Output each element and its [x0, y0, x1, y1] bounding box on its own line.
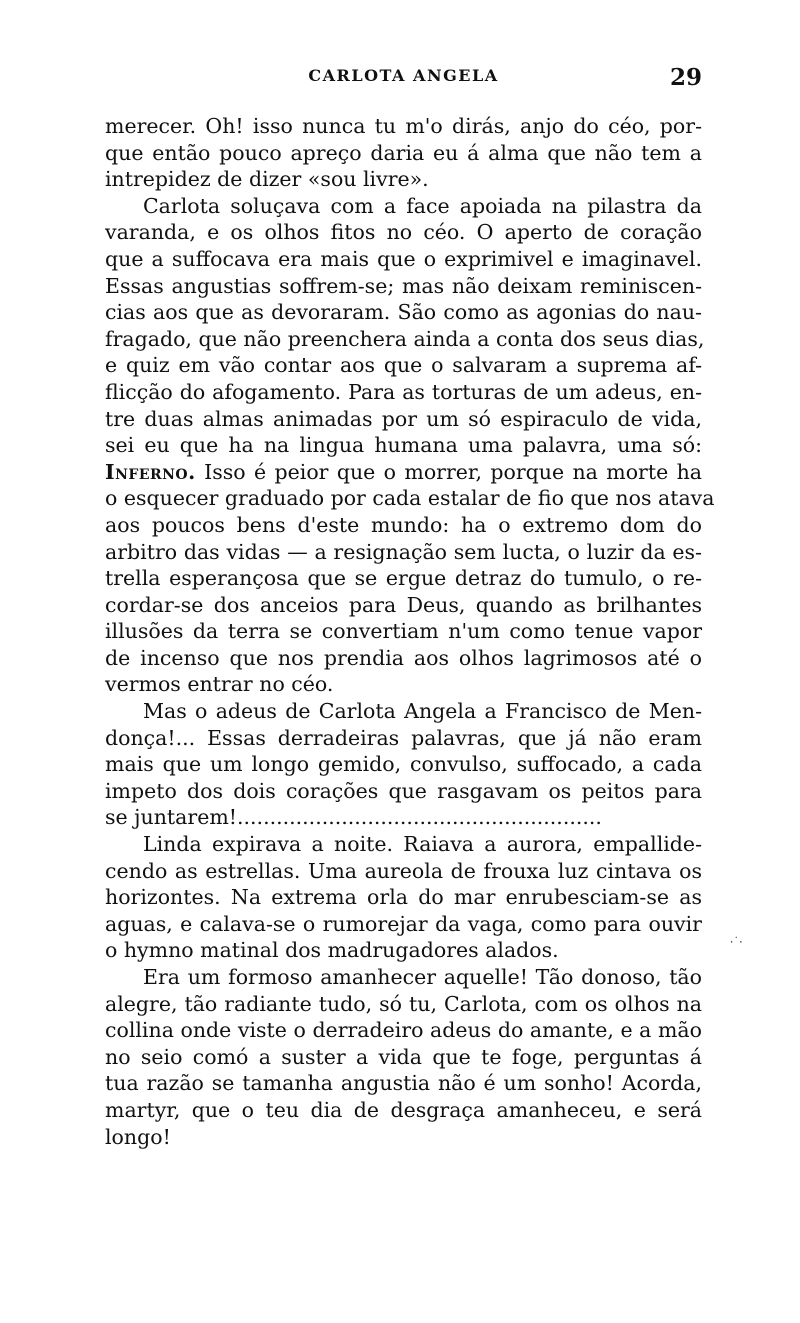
- text-line: e quiz em vão contar aos que o salvaram a suprema af-: [105, 353, 702, 378]
- text-line: illusões da terra se convertiam n'um como tenue vapor: [105, 619, 702, 644]
- text-line: tre duas almas animadas por um só espiraculo de vida,: [105, 406, 702, 431]
- text-line: de incenso que nos prendia aos olhos lagrimosos até o: [105, 645, 702, 670]
- text-line: tua razão se tamanha angustia não é um sonho! Acorda,: [105, 1071, 702, 1096]
- text-line: que a suffocava era mais que o exprimivel e imaginavel.: [105, 246, 702, 271]
- text-line: aos poucos bens d'este mundo: ha o extremo dom do: [105, 512, 702, 537]
- text-line: arbitro das vidas — a resignação sem lucta, o luzir da es-: [105, 539, 702, 564]
- page-number: 29: [669, 64, 702, 91]
- text-line: impeto dos dois corações que rasgavam os peitos para: [105, 778, 702, 803]
- paragraph-start-line: Mas o adeus de Carlota Angela a Francisco de Men-: [143, 699, 702, 724]
- text-line: fragado, que não preenchera ainda a conta dos seus dias,: [105, 326, 705, 351]
- text-line: donça!... Essas derradeiras palavras, que já não eram: [105, 725, 702, 750]
- paragraph-start-line: Era um formoso amanhecer aquelle! Tão donoso, tão: [143, 965, 702, 989]
- text-line-with-emphasis: [105, 459, 702, 486]
- running-header: [105, 64, 702, 94]
- text-line: Essas angustias soffrem-se; mas não deixam reminiscen-: [105, 273, 702, 298]
- text-line: cordar-se dos anceios para Deus, quando as brilhantes: [105, 592, 702, 617]
- text-line: collina onde viste o derradeiro adeus do amante, e a mão: [105, 1018, 702, 1043]
- text-line: flicção do afogamento. Para as torturas de um adeus, en-: [105, 379, 702, 404]
- text-line: se juntarem!........................................................: [105, 805, 602, 830]
- text-line: varanda, e os olhos fitos no céo. O aperto de coração: [105, 220, 702, 245]
- body-text: [105, 113, 715, 1150]
- running-title: CARLOTA ANGELA: [308, 66, 499, 85]
- text-line: alegre, tão radiante tudo, só tu, Carlota, com os olhos na: [105, 991, 702, 1016]
- text-line-rest: Isso é peior que o morrer, porque na morte ha: [204, 459, 702, 484]
- text-line: vermos entrar no céo.: [105, 672, 334, 697]
- text-line: no seio comó a suster a vida que te foge, perguntas á: [105, 1044, 702, 1069]
- text-line: aguas, e calava-se o rumorejar da vaga, como para ouvir: [105, 911, 702, 936]
- text-line: horizontes. Na extrema orla do mar enrubesciam-se as: [105, 885, 702, 910]
- paragraph-start-line: Linda expirava a noite. Raiava a aurora, empallide-: [143, 832, 702, 857]
- text-line: longo!: [105, 1124, 171, 1149]
- text-line: o esquecer graduado por cada estalar de fio que nos atava: [105, 486, 715, 511]
- emphasis-word: Inferno.: [105, 459, 196, 484]
- text-line: cendo as estrellas. Uma aureola de frouxa luz cintava os: [105, 858, 702, 883]
- text-line: o hymno matinal dos madrugadores alados.: [105, 938, 559, 963]
- print-speck-decoration: ⸱˙⸱: [730, 935, 743, 949]
- paragraph-start-line: Carlota soluçava com a face apoiada na pilastra da: [143, 193, 702, 218]
- text-line: mais que um longo gemido, convulso, suffocado, a cada: [105, 752, 702, 777]
- text-line: martyr, que o teu dia de desgraça amanheceu, e será: [105, 1097, 702, 1122]
- text-line: intrepidez de dizer «sou livre».: [105, 167, 429, 192]
- text-line: que então pouco apreço daria eu á alma que não tem a: [105, 140, 702, 165]
- text-line: cias aos que as devoraram. São como as agonias do nau-: [105, 300, 702, 325]
- text-line: sei eu que ha na lingua humana uma palavra, uma só:: [105, 433, 702, 458]
- text-line: merecer. Oh! isso nunca tu m'o dirás, anjo do céo, por-: [105, 114, 702, 138]
- text-line: trella esperançosa que se ergue detraz do tumulo, o re-: [105, 566, 702, 591]
